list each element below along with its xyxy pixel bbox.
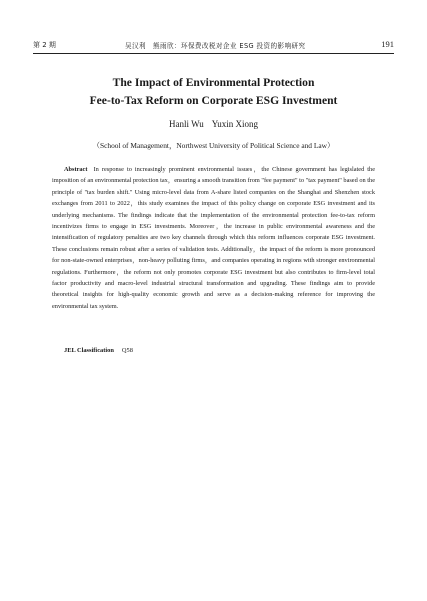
author-name: Yuxin Xiong [211, 119, 258, 129]
paper-title [33, 74, 394, 110]
author-list [33, 119, 394, 129]
author-name: Hanli Wu [169, 119, 204, 129]
jel-label: JEL Classification [64, 347, 114, 354]
running-header [33, 39, 394, 53]
paper-title-line-1: The Impact of Environmental Protection [112, 76, 315, 89]
running-title: 吴汉利 熊雨欣：环保费改税对企业 ESG 投资的影响研究 [125, 42, 306, 50]
issue-number: 第 2 期 [33, 41, 56, 49]
affiliation: （School of Management，Northwest University of Political Science and Law） [92, 141, 335, 150]
header-rule [33, 53, 394, 54]
jel-code: Q58 [121, 347, 133, 354]
abstract [52, 164, 375, 312]
page-number: 191 [381, 39, 394, 49]
abstract-text: In response to increasingly prominent environmental issues，the Chinese government has legislated the imposition of an environmental protection tax，ensuring a smooth transition from "fee payment" to "tax payment" based on the principle of "tax burden shift." Using micro-level data from A-share listed companies on the Shanghai and Shenzhen stock exchanges from 2011 to 2022，this study examines the impact of this policy change on corporate ESG investment and its underlying mechanisms. The findings indicate that the implementation of the environmental protection fee-to-tax reform incentivizes firms to engage in ESG investments. Moreover，the increase in public environmental awareness and the intensification of regulatory penalties are two key channels through which this reform influences corporate ESG investment. These conclusions remain robust after a series of validation tests. Additionally，the impact of the reform is more pronounced for non-state-owned enterprises，non-heavy polluting firms，and companies operating in regions with stronger environmental regulations. Furthermore，the reform not only promotes corporate ESG investment but also contributes to firm-level total factor productivity and macro-level industrial structural transformation and upgrading. These findings aim to provide theoretical insights for high-quality economic growth and serve as a decision-making reference for improving the environmental tax system. [52, 166, 375, 310]
abstract-label: Abstract [64, 166, 88, 173]
paper-title-line-2: Fee-to-Tax Reform on Corporate ESG Investment [89, 94, 338, 107]
jel-classification [64, 347, 133, 354]
